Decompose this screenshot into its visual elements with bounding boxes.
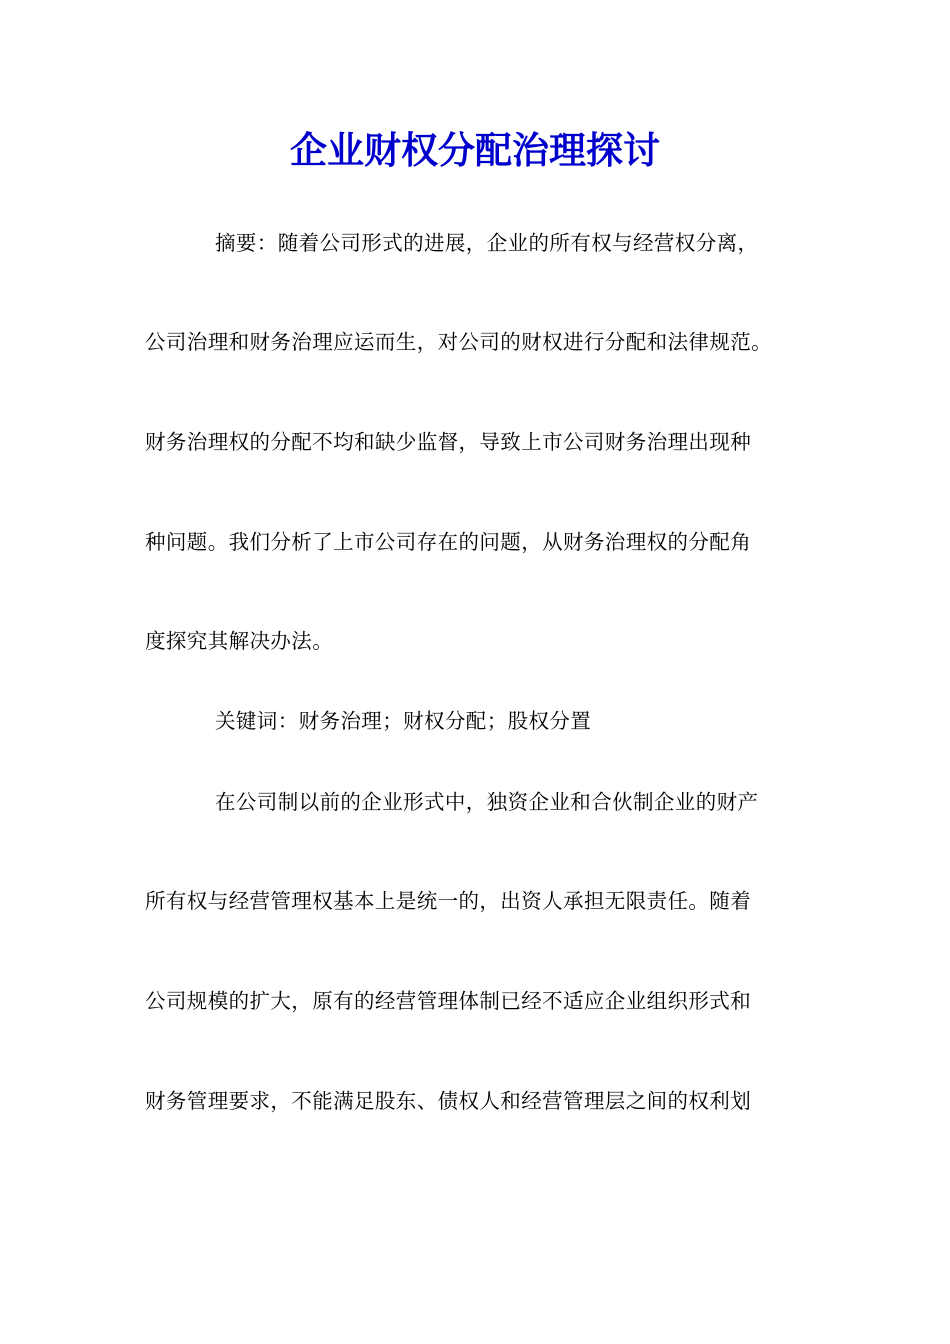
body-line-1: 在公司制以前的企业形式中，独资企业和合伙制企业的财产 — [215, 790, 759, 814]
abstract-line-4: 种问题。我们分析了上市公司存在的问题，从财务治理权的分配角 — [145, 530, 752, 554]
document-title: 企业财权分配治理探讨 — [290, 128, 660, 172]
abstract-line-2: 公司治理和财务治理应运而生，对公司的财权进行分配和法律规范。 — [145, 330, 772, 354]
body-line-3: 公司规模的扩大，原有的经营管理体制已经不适应企业组织形式和 — [145, 989, 752, 1013]
abstract-line-3: 财务治理权的分配不均和缺少监督，导致上市公司财务治理出现种 — [145, 430, 752, 454]
keywords-line: 关键词：财务治理；财权分配；股权分置 — [215, 709, 592, 733]
body-line-2: 所有权与经营管理权基本上是统一的，出资人承担无限责任。随着 — [145, 889, 752, 913]
abstract-line-5: 度探究其解决办法。 — [145, 629, 334, 653]
abstract-line-1: 摘要：随着公司形式的进展，企业的所有权与经营权分离， — [215, 231, 759, 255]
body-line-4: 财务管理要求，不能满足股东、债权人和经营管理层之间的权利划 — [145, 1089, 752, 1113]
